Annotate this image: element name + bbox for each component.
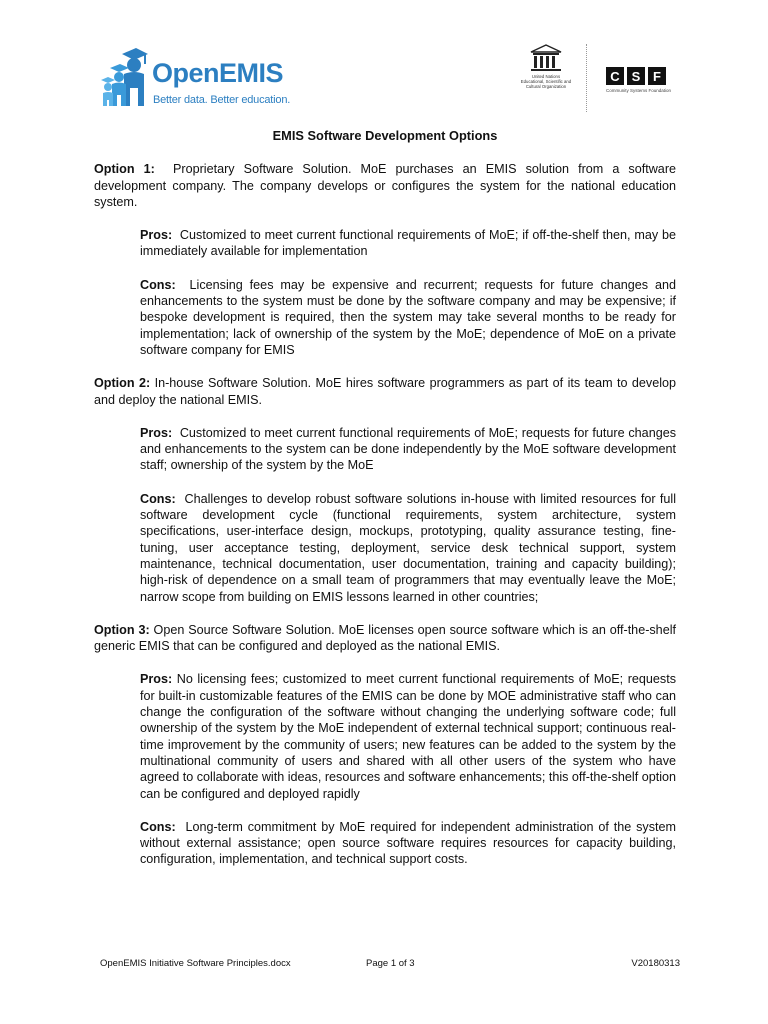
option-2-cons [140, 491, 676, 605]
option-text: Proprietary Software Solution. MoE purchases an EMIS solution from a software development company. The company develops or configures the system for the national education system. [94, 162, 677, 209]
option-3-cons [140, 819, 676, 868]
logo-tagline: Better data. Better education. [153, 94, 291, 106]
option-3-paragraph [94, 622, 676, 655]
footer-filename: OpenEMIS Initiative Software Principles.docx [100, 958, 291, 969]
option-1-paragraph [94, 161, 676, 210]
cons-text: Long-term commitment by MoE required for independent administration of the system without external assistance; open source software requires resources for capacity building, configuration, implementation, and technical support costs. [140, 819, 677, 867]
pros-label: Pros: [140, 228, 173, 243]
cons-text: Licensing fees may be expensive and recurrent; requests for future changes and enhancements to the system must be done by the software company and may be expensive; if bespoke development is required, then the system may take several months to be ready for implementation; lack of ownership of the system by the MoE; dependence of MoE on a private software company for EMIS [140, 277, 676, 357]
option-2-paragraph [94, 375, 676, 408]
option-1-cons [140, 277, 676, 358]
option-2-pros [140, 425, 676, 474]
document-header [0, 0, 768, 120]
unesco-name [514, 74, 578, 89]
csf-logo [606, 67, 686, 93]
pros-text: Customized to meet current functional requirements of MoE; if off-the-shelf then, may be immediately available for implementation [140, 228, 677, 259]
csf-letters [606, 67, 686, 85]
document-body [94, 128, 676, 885]
pros-text: No licensing fees; customized to meet current functional requirements of MoE; requests for built-in customizable features of the EMIS can be done by MOE administrative staff who can change the configuration of the software without changing the underlying software code; full ownership of the system by the MoE independent of external technical support; continuous real-time improvement by the community of users; new features can be added to the system by the multinational community of users and shared with all other users of the system who have agreed to collaborate with ideas, resources and software enhancements; this off-the-shelf option can be configured and deployed rapidly [140, 672, 677, 801]
pros-text: Customized to meet current functional requirements of MoE; requests for future changes and enhancements to the system can be done independently by the MoE software development staff; ownership of the system by the MoE [140, 425, 676, 473]
cons-text: Challenges to develop robust software solutions in-house with limited resources for full software development cycle (functional requirements, system architecture, system specifications, user-interface design, mockups, prototyping, quality assurance testing, fine-tuning, user acceptance testing, deployment, service desk technical support, system maintenance, technical documentation, user documentation, training and capacity building); high-risk of dependence on a small team of programmers that may eventually leave the MoE; narrow scope from building on EMIS lessons learned in other countries; [140, 491, 677, 604]
csf-letter: F [648, 67, 666, 85]
option-label: Option 1: [94, 162, 155, 177]
document-title: EMIS Software Development Options [272, 128, 498, 143]
option-text: Open Source Software Solution. MoE licenses open source software which is an off-the-shelf generic EMIS that can be configured and deployed as the national EMIS. [94, 622, 676, 654]
pros-label: Pros: [140, 672, 173, 687]
unesco-logo [514, 44, 578, 106]
unesco-temple-icon [529, 44, 563, 72]
cons-label: Cons: [140, 819, 176, 834]
cons-label: Cons: [140, 277, 176, 292]
footer-version: V20180313 [631, 958, 680, 969]
csf-name: Community Systems Foundation [606, 88, 672, 93]
logo-divider [586, 44, 587, 112]
unesco-name-line1: United Nations [531, 74, 561, 79]
logo-wordmark: OpenEMIS [152, 58, 284, 88]
openemis-figures-icon [100, 46, 148, 108]
option-text: In-house Software Solution. MoE hires software programmers as part of its team to develop and deploy the national EMIS. [94, 376, 677, 407]
csf-letter: C [606, 67, 624, 85]
footer-page-number: Page 1 of 3 [366, 958, 415, 969]
option-3-pros [140, 671, 676, 801]
pros-label: Pros: [140, 425, 173, 440]
option-label: Option 2: [94, 376, 151, 391]
unesco-name-line3: Cultural Organization [525, 84, 567, 89]
openemis-logo [100, 46, 300, 110]
unesco-name-line2: Educational, Scientific and [520, 79, 572, 84]
option-label: Option 3: [94, 622, 150, 637]
option-1-pros [140, 227, 676, 260]
csf-letter: S [627, 67, 645, 85]
cons-label: Cons: [140, 491, 176, 506]
